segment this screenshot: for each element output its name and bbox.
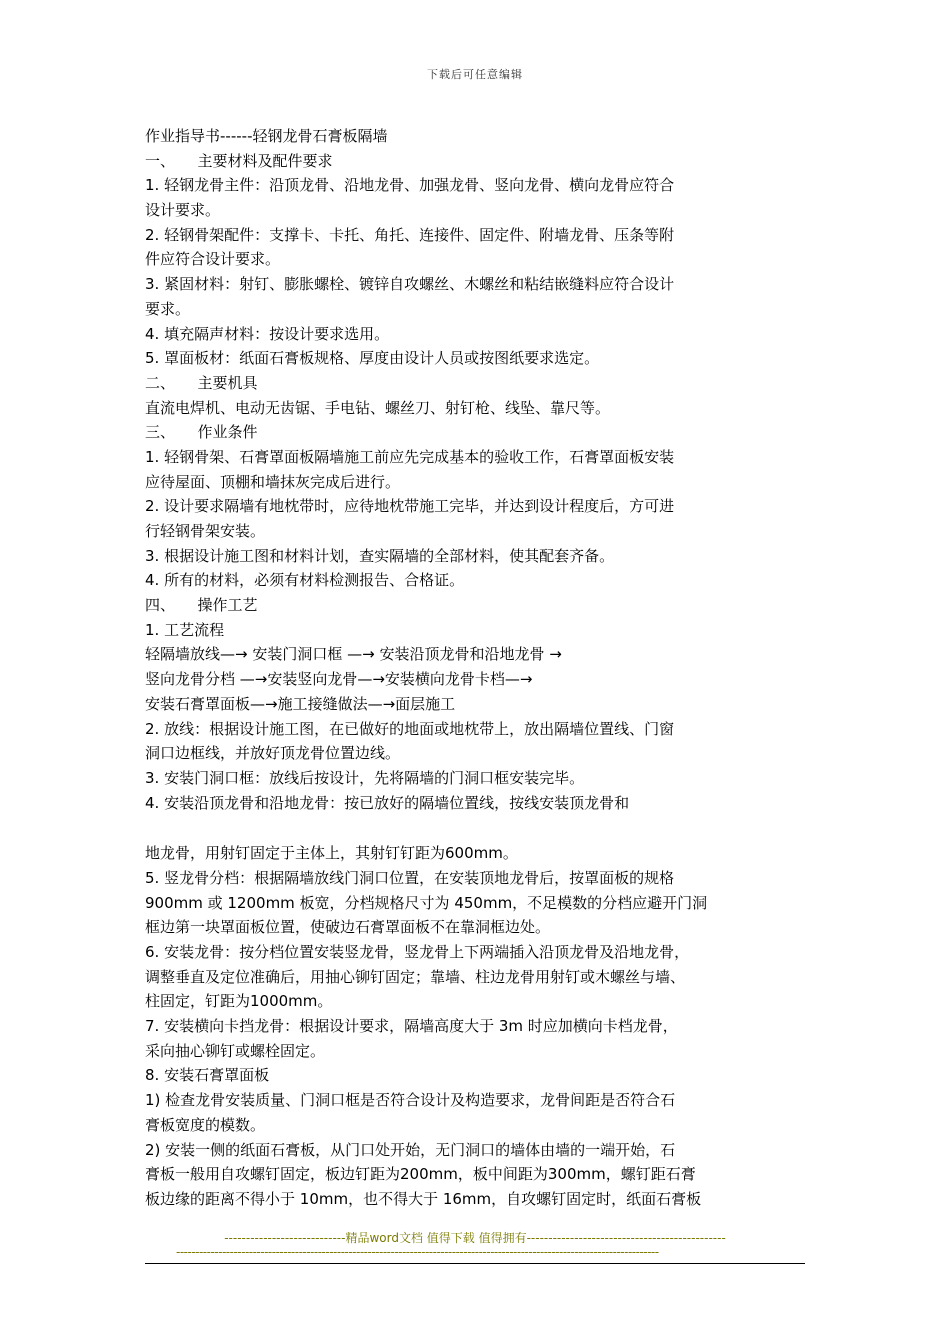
text-line: 调整垂直及定位准确后，用抽心铆钉固定；靠墙、柱边龙骨用射钉或木螺丝与墙、 (145, 967, 686, 986)
text-line: 3. 根据设计施工图和材料计划，查实隔墙的全部材料，使其配套齐备。 (145, 546, 615, 565)
doc-title: 作业指导书------轻钢龙骨石膏板隔墙 (145, 127, 388, 145)
header-note: 下载后可任意编辑 (427, 68, 523, 81)
text-line: 件应符合设计要求。 (145, 250, 281, 269)
text-line: 设计要求。 (145, 201, 221, 220)
text-line: 4. 安装沿顶龙骨和沿地龙骨：按已放好的隔墙位置线，按线安装顶龙骨和 (145, 793, 630, 812)
text-line: 2) 安装一侧的纸面石膏板，从门口处开始，无门洞口的墙体由墙的一端开始，石 (145, 1140, 676, 1159)
footer-banner: ----------------------------精品word文档 值得下载 值得拥有---------------------------------------------- (224, 1231, 726, 1245)
text-line: 膏板一般用自攻螺钉固定，板边钉距为200mm，板中间距为300mm，螺钉距石膏 (145, 1165, 696, 1184)
footer-dash-line: ------------------------------------------------------------------------------------------------------------------------------ (176, 1245, 659, 1259)
text-line: 地龙骨，用射钉固定于主体上，其射钉钉距为600mm。 (145, 844, 518, 863)
text-line: 6. 安装龙骨：按分档位置安装竖龙骨，竖龙骨上下两端插入沿顶龙骨及沿地龙骨， (145, 943, 690, 961)
text-line: 采向抽心铆钉或螺栓固定。 (145, 1041, 326, 1060)
text-line: 2. 设计要求隔墙有地枕带时，应待地枕带施工完毕，并达到设计程度后，方可进 (145, 497, 675, 516)
text-line: 5. 罩面板材：纸面石膏板规格、厚度由设计人员或按图纸要求选定。 (145, 349, 600, 368)
process-flow-line: 竖向龙骨分档 —→安装竖向龙骨—→安装横向龙骨卡档—→ (145, 670, 533, 689)
text-line: 板边缘的距离不得小于 10mm，也不得大于 16mm，自攻螺钉固定时，纸面石膏板 (145, 1189, 702, 1208)
section-heading: 二、 主要机具 (145, 373, 258, 392)
section-heading: 三、 作业条件 (145, 423, 258, 442)
text-line: 直流电焊机、电动无齿锯、手电钻、螺丝刀、射钉枪、线坠、靠尺等。 (145, 398, 611, 417)
text-line: 7. 安装横向卡挡龙骨：根据设计要求，隔墙高度大于 3m 时应加横向卡档龙骨， (145, 1017, 678, 1036)
text-line: 应待屋面、顶棚和墙抹灰完成后进行。 (145, 472, 401, 491)
text-line: 1. 轻钢骨架、石膏罩面板隔墙施工前应先完成基本的验收工作，石膏罩面板安装 (145, 447, 675, 466)
text-line: 要求。 (145, 299, 191, 318)
text-line: 8. 安装石膏罩面板 (145, 1066, 270, 1085)
text-line: 柱固定，钉距为1000mm。 (145, 992, 333, 1011)
text-line: 1. 轻钢龙骨主件：沿顶龙骨、沿地龙骨、加强龙骨、竖向龙骨、横向龙骨应符合 (145, 176, 675, 195)
document-body (145, 124, 825, 1212)
text-line: 4. 填充隔声材料：按设计要求选用。 (145, 324, 390, 343)
text-line: 3. 安装门洞口框：放线后按设计，先将隔墙的门洞口框安装完毕。 (145, 768, 585, 787)
text-line: 1. 工艺流程 (145, 620, 225, 639)
process-flow-line: 安装石膏罩面板—→施工接缝做法—→面层施工 (145, 694, 456, 713)
text-line: 2. 放线：根据设计施工图，在已做好的地面或地枕带上，放出隔墙位置线、门窗 (145, 719, 675, 738)
text-line: 洞口边框线，并放好顶龙骨位置边线。 (145, 744, 401, 763)
text-line: 4. 所有的材料，必须有材料检测报告、合格证。 (145, 571, 465, 590)
text-line: 900mm 或 1200mm 板宽，分档规格尺寸为 450mm，不足模数的分档应避开门洞 (145, 893, 708, 912)
text-line: 5. 竖龙骨分档：根据隔墙放线门洞口位置，在安装顶地龙骨后，按罩面板的规格 (145, 868, 675, 887)
text-line: 1) 检查龙骨安装质量、门洞口框是否符合设计及构造要求，龙骨间距是否符合石 (145, 1091, 676, 1110)
section-heading: 一、 主要材料及配件要求 (145, 151, 333, 170)
text-line: 行轻钢骨架安装。 (145, 522, 266, 540)
section-heading: 四、 操作工艺 (145, 596, 258, 615)
process-flow-line: 轻隔墙放线—→ 安装门洞口框 —→ 安装沿顶龙骨和沿地龙骨 → (145, 645, 562, 664)
text-line: 膏板宽度的模数。 (145, 1115, 266, 1134)
text-line: 框边第一块罩面板位置，使破边石膏罩面板不在靠洞框边处。 (145, 918, 551, 937)
footer-divider (145, 1263, 805, 1264)
text-line: 2. 轻钢骨架配件：支撑卡、卡托、角托、连接件、固定件、附墙龙骨、压条等附 (145, 225, 675, 244)
text-line: 3. 紧固材料：射钉、膨胀螺栓、镀锌自攻螺丝、木螺丝和粘结嵌缝料应符合设计 (145, 275, 675, 294)
paragraph-break (145, 815, 825, 841)
